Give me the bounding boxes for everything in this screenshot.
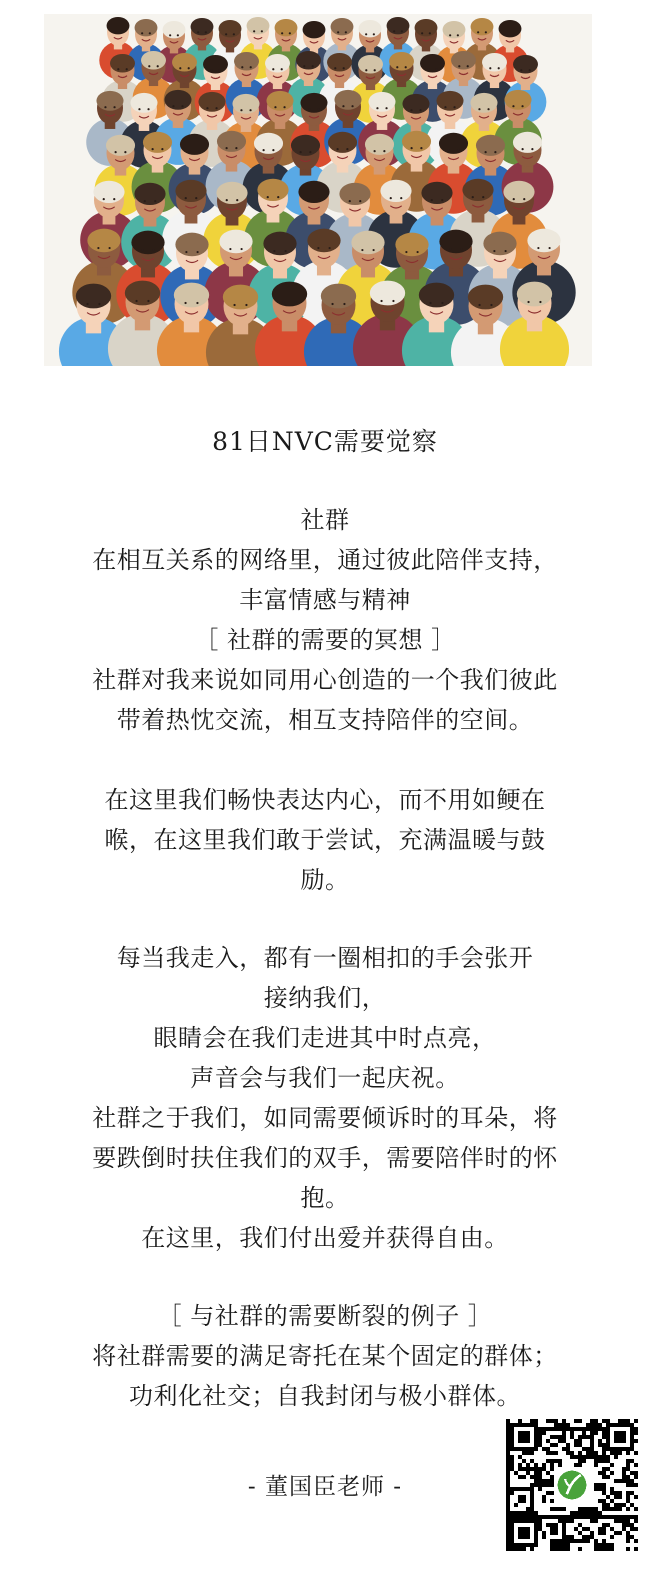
article-line-1: 社群 [300, 506, 350, 534]
article-line-7: 在这里我们畅快表达内心，而不用如鲠在 [104, 786, 546, 814]
article-line-10: 每当我走入，都有一圈相扣的手会张开 [116, 944, 534, 972]
article-line-13: 声音会与我们一起庆祝。 [190, 1064, 460, 1092]
article-line-12: 眼睛会在我们走进其中时点亮， [153, 1024, 497, 1052]
article-line-14: 社群之于我们，如同需要倾诉时的耳朵，将 [92, 1104, 558, 1132]
article-line-16: 抱。 [300, 1184, 350, 1212]
article-line-9: 励。 [300, 866, 350, 894]
article-line-19: 将社群需要的满足寄托在某个固定的群体； [92, 1342, 558, 1370]
author-signature: - 董国臣老师 - [247, 1474, 403, 1500]
article-line-8: 喉，在这里我们敢于尝试，充满温暖与鼓 [104, 826, 546, 854]
article-line-4: ［ 社群的需要的冥想 ］ [194, 626, 456, 654]
article-line-2: 在相互关系的网络里，通过彼此陪伴支持， [92, 546, 558, 574]
article-title: 81日NVC需要觉察 [212, 427, 438, 456]
article-line-6: 带着热忱交流，相互支持陪伴的空间。 [116, 706, 534, 734]
qr-code [506, 1419, 638, 1551]
article-line-17: 在这里，我们付出爱并获得自由。 [141, 1224, 509, 1252]
article-line-3: 丰富情感与精神 [239, 586, 411, 614]
article-line-5: 社群对我来说如同用心创造的一个我们彼此 [92, 666, 558, 694]
article-line-20: 功利化社交；自我封闭与极小群体。 [129, 1382, 521, 1410]
article-line-11: 接纳我们， [263, 984, 387, 1012]
article-line-15: 要跌倒时扶住我们的双手，需要陪伴时的怀 [92, 1144, 558, 1172]
article-line-18: ［ 与社群的需要断裂的例子 ］ [157, 1302, 493, 1330]
